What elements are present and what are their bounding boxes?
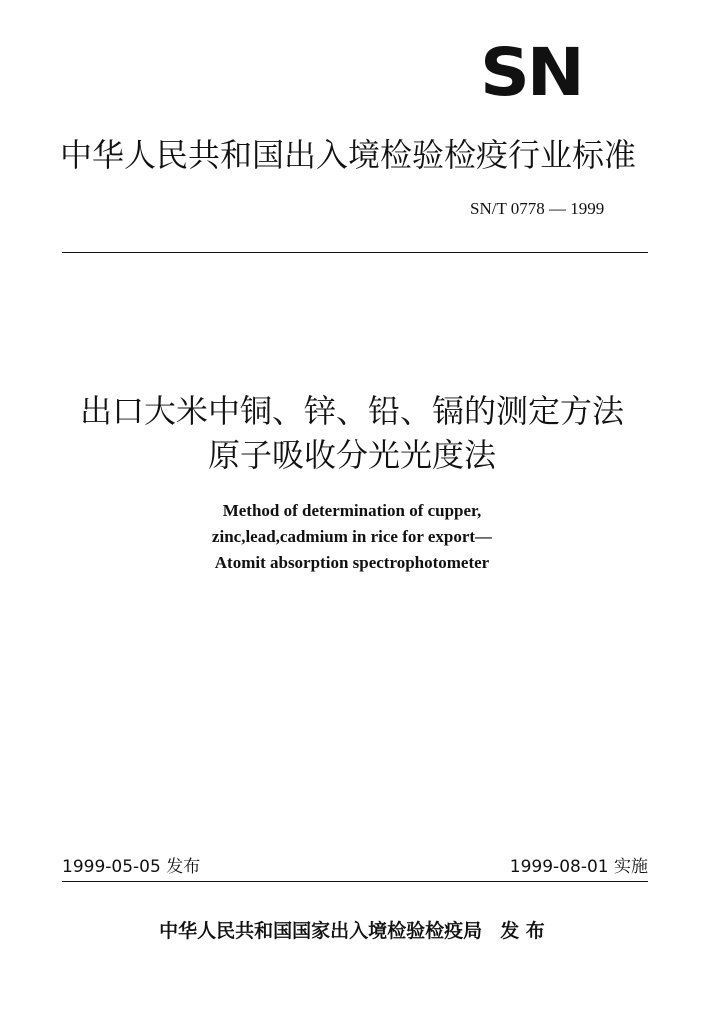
chinese-title-line-2: 原子吸收分光光度法 [207,436,496,474]
header-divider [62,252,648,253]
sn-logo: SN [480,34,582,111]
implementation-date: 1999-08-01 实施 [509,857,648,877]
issuer-name: 中华人民共和国国家出入境检验检疫局 [159,920,483,942]
english-title-line-3: Atomit absorption spectrophotometer [214,553,490,572]
footer-divider [62,881,648,882]
chinese-title-line-1: 出口大米中铜、锌、铅、镉的测定方法 [79,392,624,430]
industry-standard-title: 中华人民共和国出入境检验检疫行业标准 [60,136,637,174]
issuer-action: 发 布 [500,920,545,942]
issuing-authority [60,917,644,945]
english-title-line-2: zinc,lead,cadmium in rice for export— [211,527,493,546]
issue-date: 1999-05-05 发布 [62,857,201,877]
standard-number: SN/T 0778 — 1999 [470,199,605,218]
english-title-line-1: Method of determination of cupper, [222,501,482,520]
